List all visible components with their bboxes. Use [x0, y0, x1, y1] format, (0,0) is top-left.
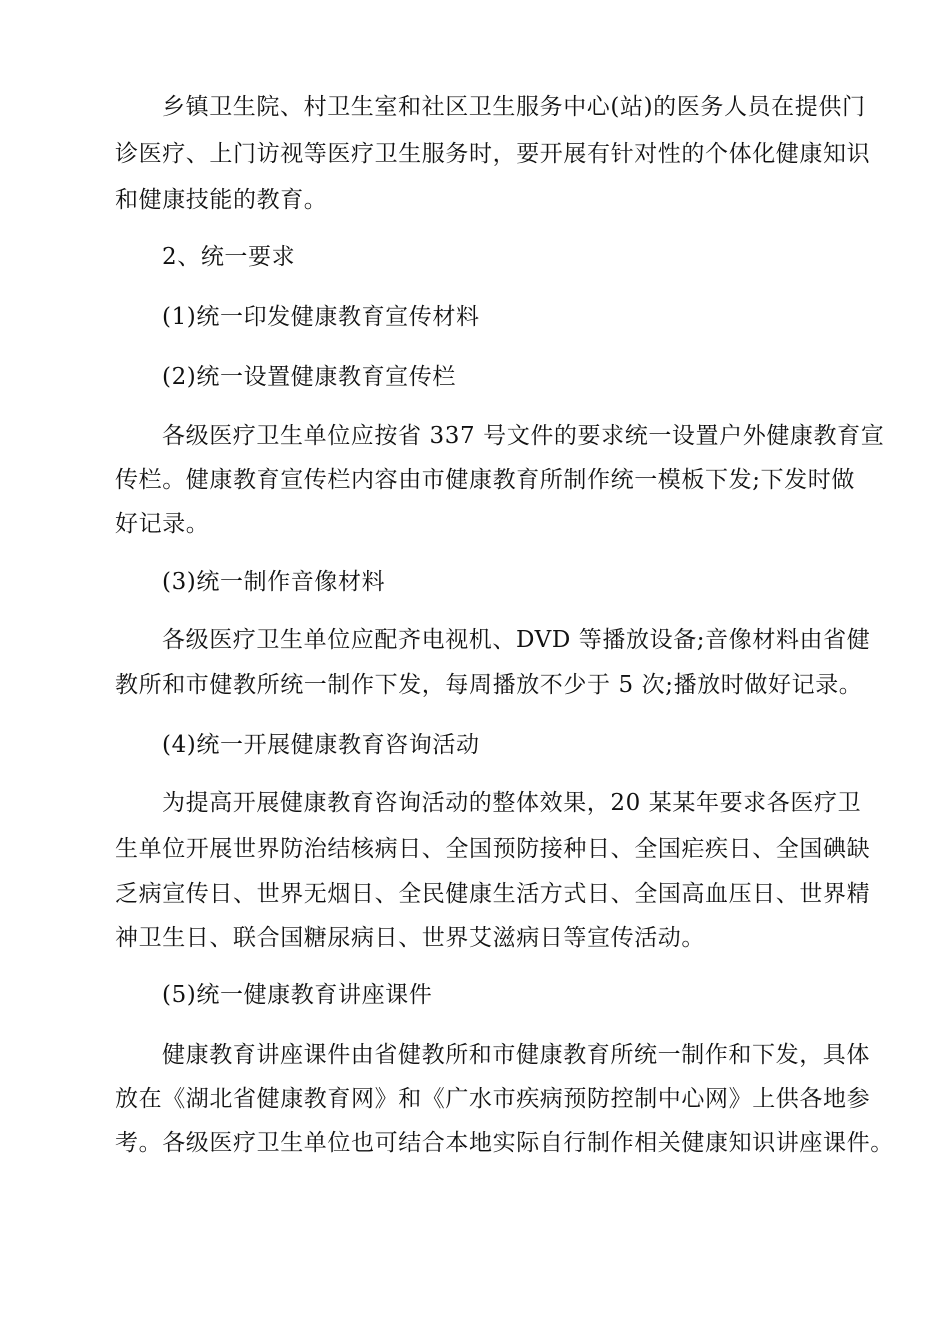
text-line: 乡镇卫生院、村卫生室和社区卫生服务中心(站)的医务人员在提供门: [162, 94, 866, 120]
text-line: 诊医疗、上门访视等医疗卫生服务时，要开展有针对性的个体化健康知识: [115, 141, 871, 167]
text-line: 健康教育讲座课件由省健教所和市健康教育所统一制作和下发，具体: [162, 1042, 870, 1068]
subsection-heading: (1)统一印发健康教育宣传材料: [162, 304, 480, 330]
text-line: 好记录。: [115, 511, 210, 537]
text-line: 传栏。健康教育宣传栏内容由市健康教育所制作统一模板下发;下发时做: [115, 467, 855, 493]
text-line: 各级医疗卫生单位应按省 337 号文件的要求统一设置户外健康教育宣: [162, 423, 885, 449]
text-line: 神卫生日、联合国糖尿病日、世界艾滋病日等宣传活动。: [115, 925, 705, 951]
subsection-heading: (3)统一制作音像材料: [162, 569, 386, 595]
subsection-heading: (4)统一开展健康教育咨询活动: [162, 732, 480, 758]
text-line: 各级医疗卫生单位应配齐电视机、DVD 等播放设备;音像材料由省健: [162, 627, 871, 653]
text-line: 乏病宣传日、世界无烟日、全民健康生活方式日、全国高血压日、世界精: [115, 881, 871, 907]
subsection-heading: (5)统一健康教育讲座课件: [162, 982, 433, 1008]
text-line: 教所和市健教所统一制作下发，每周播放不少于 5 次;播放时做好记录。: [115, 672, 863, 698]
subsection-heading: (2)统一设置健康教育宣传栏: [162, 364, 456, 390]
text-line: 考。各级医疗卫生单位也可结合本地实际自行制作相关健康知识讲座课件。: [115, 1130, 894, 1156]
text-line: 为提高开展健康教育咨询活动的整体效果，20 某某年要求各医疗卫: [162, 790, 862, 816]
text-line: 放在《湖北省健康教育网》和《广水市疾病预防控制中心网》上供各地参: [115, 1086, 871, 1112]
text-line: 生单位开展世界防治结核病日、全国预防接种日、全国疟疾日、全国碘缺: [115, 836, 871, 862]
text-line: 和健康技能的教育。: [115, 187, 328, 213]
section-heading: 2、统一要求: [162, 244, 296, 270]
